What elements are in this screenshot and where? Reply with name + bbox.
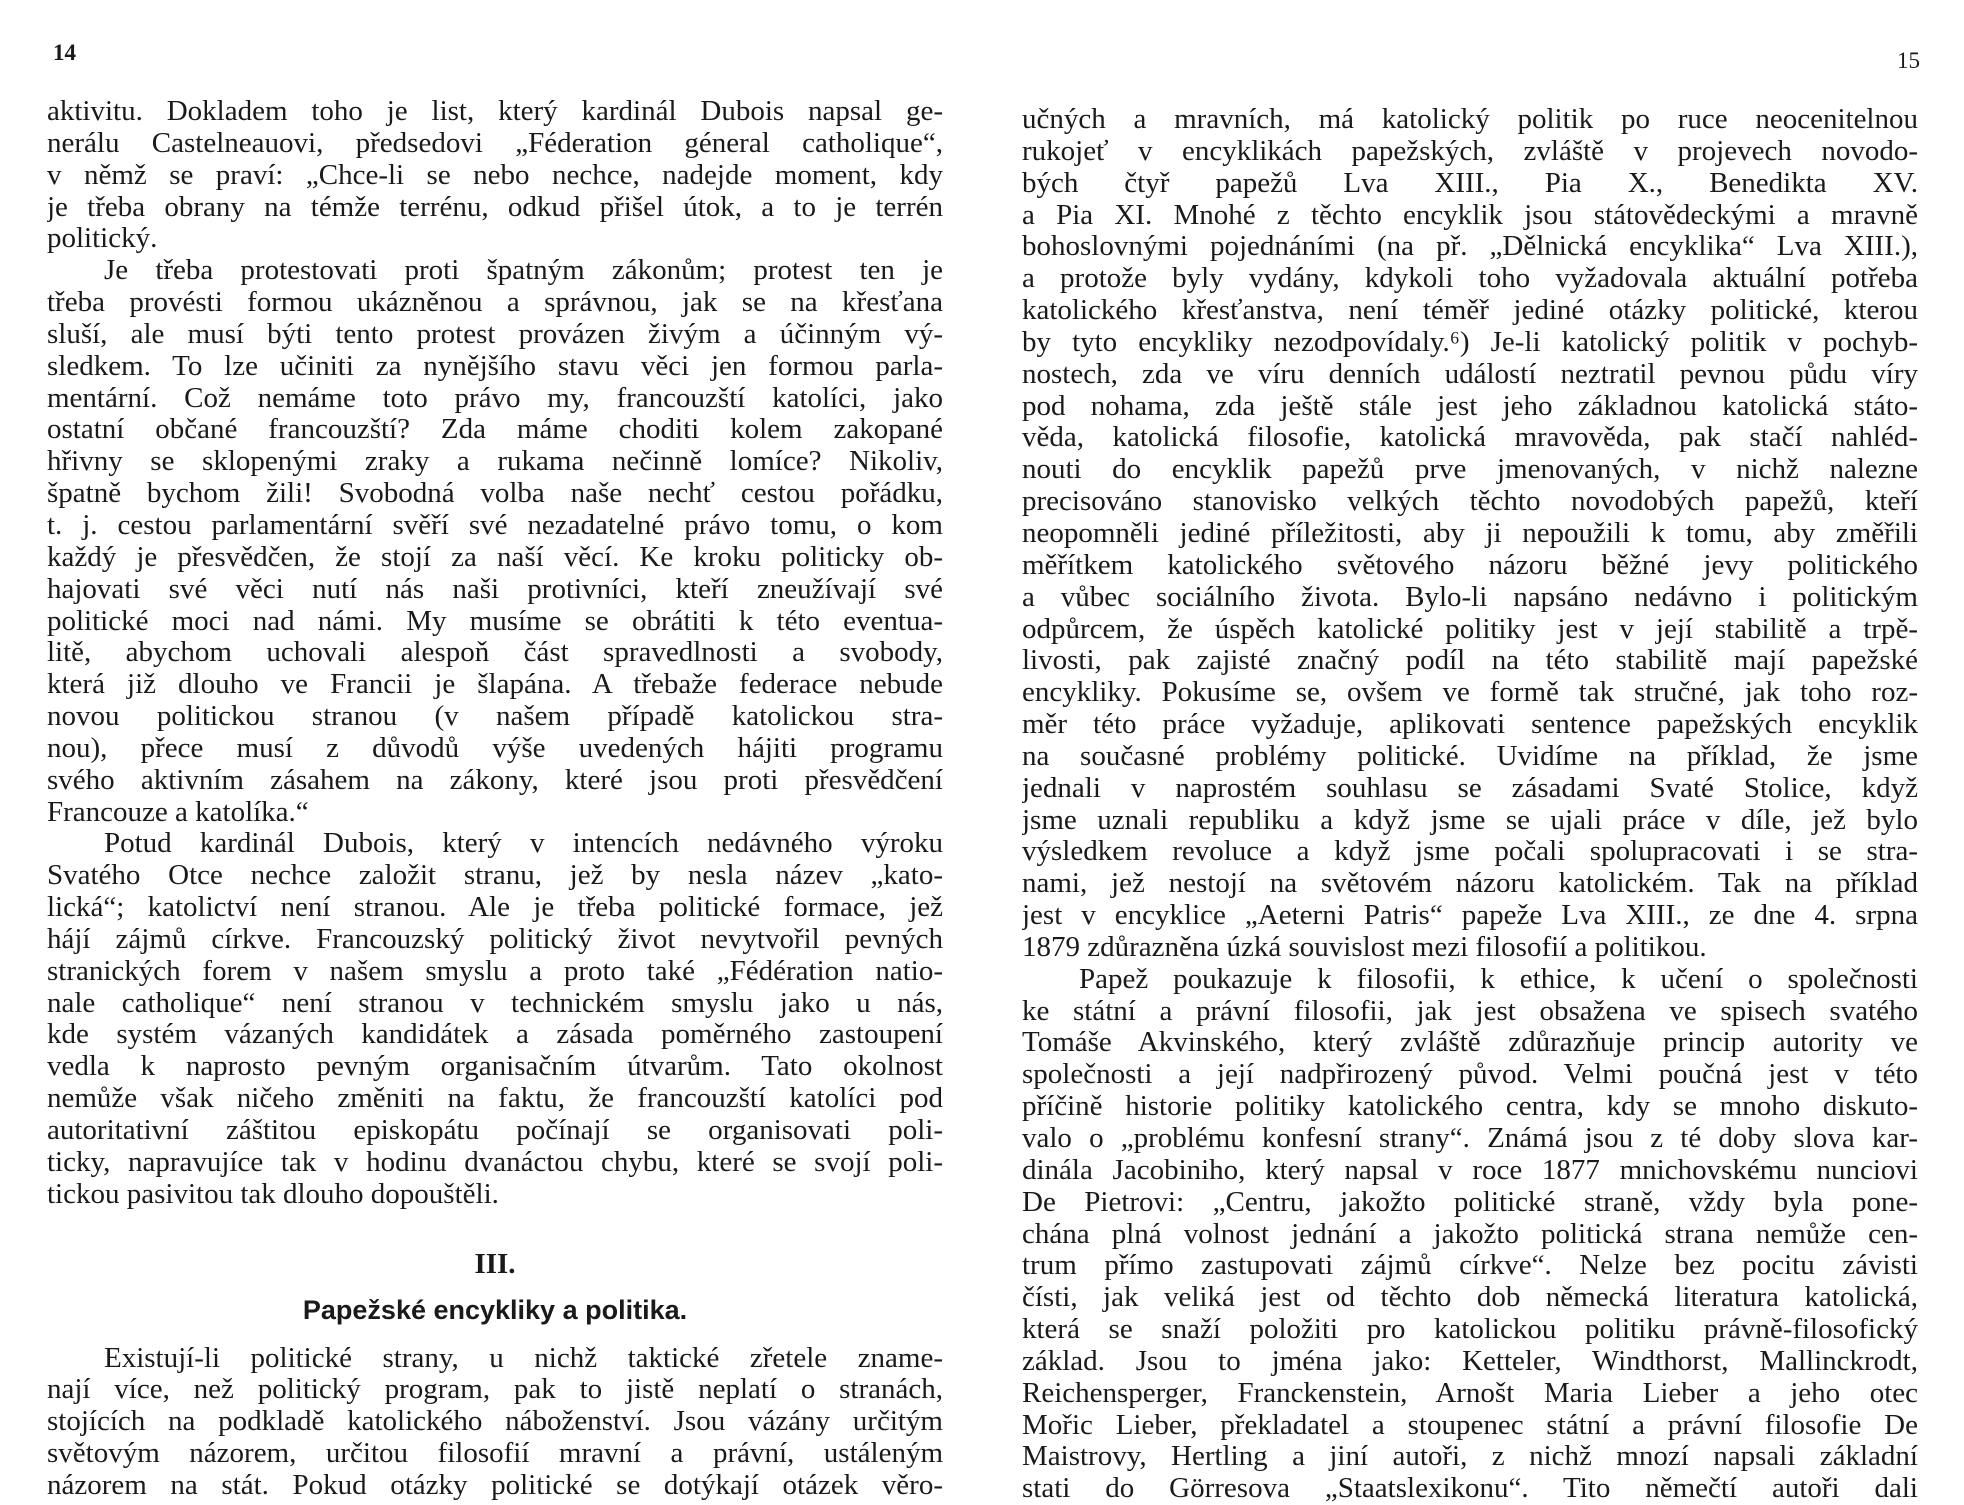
text-line: názorem na stát. Pokud otázky politické se dotýkají otázek věro-	[47, 1469, 943, 1501]
text-column	[1022, 104, 1918, 1505]
text-line: bohoslovnými pojednáními (na př. „Dělnická encyklika“ Lva XIII.),	[1022, 231, 1918, 263]
text-line: nale catholique“ není stranou v technickém smyslu jako u nás,	[47, 987, 943, 1019]
text-line: v němž se praví: „Chce-li se nebo nechce, nadejde moment, kdy	[47, 159, 943, 191]
text-line: je třeba obrany na témže terrénu, odkud přišel útok, a to je terrén	[47, 191, 943, 223]
text-line: příčině historie politiky katolického centra, kdy se mnoho diskuto-	[1022, 1091, 1918, 1123]
text-line: pod nohama, zda ještě stále jest jeho základnou katolická státo-	[1022, 390, 1918, 422]
text-line: kde systém vázaných kandidátek a zásada poměrného zastoupení	[47, 1019, 943, 1051]
text-line: novou politickou stranou (v našem případě katolickou stra-	[47, 701, 943, 733]
text-line: Mořic Lieber, překladatel a stoupenec státní a právní filosofie De	[1022, 1409, 1918, 1441]
text-line: Reichensperger, Franckenstein, Arnošt Maria Lieber a jeho otec	[1022, 1377, 1918, 1409]
text-line: politický.	[47, 223, 158, 255]
text-line: autoritativní záštitou episkopátu počínají se organisovati poli-	[47, 1115, 943, 1146]
spacer	[47, 1211, 943, 1233]
text-line: trum přímo zastupovati zájmů církve“. Nelze bez pocitu závisti	[1022, 1250, 1918, 1282]
text-line: ticky, napravujíce tak v hodinu dvanáctou chybu, které se svojí poli-	[47, 1146, 943, 1178]
text-line: aktivitu. Dokladem toho je list, který kardinál Dubois napsal ge-	[47, 96, 943, 127]
text-line: vedla k naprosto pevným organisačním útvarům. Tato okolnost	[47, 1051, 943, 1083]
text-line: hájí zájmů církve. Francouzský politický život nevytvořil pevných	[47, 923, 943, 955]
text-line: ke státní a právní filosofii, jak jest obsažena ve spisech svatého	[1022, 995, 1918, 1027]
text-line: Tomáše Akvinského, který zvláště zdůrazňuje princip autority ve	[1022, 1027, 1918, 1059]
section-number: III.	[474, 1247, 516, 1280]
text-line: a Pia XI. Mnohé z těchto encyklik jsou státovědeckými a mravně	[1022, 199, 1918, 231]
text-line: výsledkem revoluce a když jsme počali spolupracovati i se stra-	[1022, 836, 1918, 868]
text-line: nostech, zda ve víru denních událostí neztratil pevnou půdu víry	[1022, 358, 1918, 390]
page-number: 14	[53, 40, 76, 65]
text-line: nou), přece musí z důvodů výše uvedených hájiti programu	[47, 732, 943, 764]
text-line: jest v encyklice „Aeterni Patris“ papeže Lva XIII., ze dne 4. srpna	[1022, 900, 1918, 932]
text-line: hajovati své věci nutí nás naši protivníci, kteří zneužívají své	[47, 573, 943, 605]
text-line: Francouze a katolíka.“	[47, 796, 309, 828]
text-line: věda, katolická filosofie, katolická mravověda, pak stačí nahléd-	[1022, 422, 1918, 454]
text-line: každý je přesvědčen, že stojí za naší věcí. Ke kroku politicky ob-	[47, 541, 943, 573]
text-line: Papež poukazuje k filosofii, k ethice, k učení o společnosti	[1079, 963, 1918, 995]
text-line: mentární. Což nemáme toto právo my, francouzští katolíci, jako	[47, 382, 943, 414]
text-line: bých čtyř papežů Lva XIII., Pia X., Benedikta XV.	[1022, 167, 1918, 199]
text-line: která již dlouho ve Francii je šlapána. A třebaže federace nebude	[47, 669, 943, 701]
text-line: by tyto encykliky nezodpovídaly.⁶) Je-li katolický politik v pochyb-	[1022, 326, 1918, 358]
text-line: čísti, jak veliká jest od těchto dob německá literatura katolická,	[1022, 1282, 1918, 1314]
text-line: stojících na podkladě katolického náboženství. Jsou vázány určitým	[47, 1406, 943, 1438]
text-line: 1879 zdůrazněna úzká souvislost mezi filosofií a politikou.	[1022, 931, 1707, 963]
text-line: Existují-li politické strany, u nichž taktické zřetele zname-	[104, 1342, 943, 1374]
text-line: sluší, ale musí býti tento protest provázen živým a účinným vý-	[47, 318, 943, 350]
text-line: ostatní občané francouzští? Zda máme choditi kolem zakopané	[47, 414, 943, 446]
page-number: 15	[1897, 48, 1920, 73]
text-line: sledkem. To lze učiniti za nynějšího stavu věci jen formou parla-	[47, 350, 943, 382]
text-line: lická“; katolictví není stranou. Ale je třeba politické formace, jež	[47, 892, 943, 924]
text-line: neopomněli jediné příležitosti, aby ji nepoužili k tomu, aby změřili	[1022, 517, 1918, 549]
text-line: a protože byly vydány, kdykoli toho vyžadovala aktuální potřeba	[1022, 263, 1918, 295]
text-line: encykliky. Pokusíme se, ovšem ve formě tak stručné, jak toho roz-	[1022, 677, 1918, 709]
text-line: třeba provésti formou ukázněnou a správnou, jak se na křesťana	[47, 287, 943, 319]
text-line: Je třeba protestovati proti špatným zákonům; protest ten je	[104, 255, 943, 287]
text-line: svého aktivním zásahem na zákony, které jsou proti přesvědčení	[47, 764, 943, 796]
text-line: učných a mravních, má katolický politik po ruce neocenitelnou	[1022, 104, 1918, 135]
text-line: stranických forem v našem smyslu a proto také „Fédération natio-	[47, 955, 943, 987]
text-line: nají více, než politický program, pak to jistě neplatí o stranách,	[47, 1374, 943, 1406]
text-line: Potud kardinál Dubois, který v intencích nedávného výroku	[104, 828, 943, 860]
text-line: nouti do encyklik papežů prve jmenovaných, v nichž nalezne	[1022, 454, 1918, 486]
text-line: livosti, pak zajisté značný podíl na této stabilitě mají papežské	[1022, 645, 1918, 677]
text-line: jsme uznali republiku a když jsme se ujali práce v díle, jež bylo	[1022, 804, 1918, 836]
text-line: která se snaží položiti pro katolickou politiku právně-filosofický	[1022, 1314, 1918, 1346]
text-line: odpůrcem, že úspěch katolické politiky jest v její stabilitě a trpě-	[1022, 613, 1918, 645]
text-line: nami, jež nestojí na světovém názoru katolickém. Tak na příklad	[1022, 868, 1918, 900]
text-line: Maistrovy, Hertling a jiní autoři, z nichž mnozí napsali základní	[1022, 1441, 1918, 1473]
text-line: špatně bychom žili! Svobodná volba naše nechť cestou pořádku,	[47, 478, 943, 510]
right-page	[982, 0, 1964, 1505]
text-line: dinála Jacobiniho, který napsal v roce 1877 mnichovskému nunciovi	[1022, 1154, 1918, 1186]
text-column	[47, 96, 943, 1502]
text-line: na současné problémy politické. Uvidíme na příklad, že jsme	[1022, 740, 1918, 772]
text-line: nemůže však ničeho změniti na faktu, že francouzští katolíci pod	[47, 1083, 943, 1115]
text-line: rukojeť v encyklikách papežských, zvláště v projevech novodo-	[1022, 135, 1918, 167]
text-line: De Pietrovi: „Centru, jakožto politické straně, vždy byla pone-	[1022, 1186, 1918, 1218]
text-line: jednali v naprostém souhlasu se zásadami Svaté Stolice, když	[1022, 772, 1918, 804]
text-line: tickou pasivitou tak dlouho dopouštěli.	[47, 1178, 499, 1210]
text-line: precisováno stanovisko velkých těchto novodobých papežů, kteří	[1022, 486, 1918, 518]
text-line: Svatého Otce nechce založit stranu, jež by nesla název „kato-	[47, 860, 943, 892]
section-title: Papežské encykliky a politika.	[302, 1294, 688, 1325]
text-line: a vůbec sociálního života. Bylo-li napsáno nedávno i politickým	[1022, 581, 1918, 613]
text-line: měr této práce vyžaduje, aplikovati sentence papežských encyklik	[1022, 709, 1918, 741]
text-line: hřivny se sklopenými zraky a rukama nečinně lomíce? Nikoliv,	[47, 446, 943, 478]
text-line: měřítkem katolického světového názoru běžné jevy politického	[1022, 549, 1918, 581]
text-line: politické moci nad námi. My musíme se obrátiti k této eventua-	[47, 605, 943, 637]
text-line: společnosti a její nadpřirozený původ. Velmi poučná jest v této	[1022, 1059, 1918, 1091]
text-line: katolického křesťanstva, není téměř jediné otázky politické, kterou	[1022, 295, 1918, 327]
text-line: základ. Jsou to jména jako: Ketteler, Windthorst, Mallinckrodt,	[1022, 1345, 1918, 1377]
text-line: nerálu Castelneauovi, předsedovi „Féderation géneral catholique“,	[47, 127, 943, 159]
text-line: t. j. cestou parlamentární svěří své nezadatelné právo tomu, o kom	[47, 509, 943, 541]
text-line: valo o „problému konfesní strany“. Známá jsou z té doby slova kar-	[1022, 1123, 1918, 1154]
left-page	[0, 0, 982, 1501]
text-line: stati do Görresova „Staatslexikonu“. Tito němečtí autoři dali	[1022, 1473, 1918, 1505]
text-line: chána plná volnost jednání a jakožto politická strana nemůže cen-	[1022, 1218, 1918, 1250]
text-line: světovým názorem, určitou filosofií mravní a právní, ustáleným	[47, 1438, 943, 1470]
text-line: litě, abychom uchovali alespoň část spravedlnosti a svobody,	[47, 637, 943, 669]
